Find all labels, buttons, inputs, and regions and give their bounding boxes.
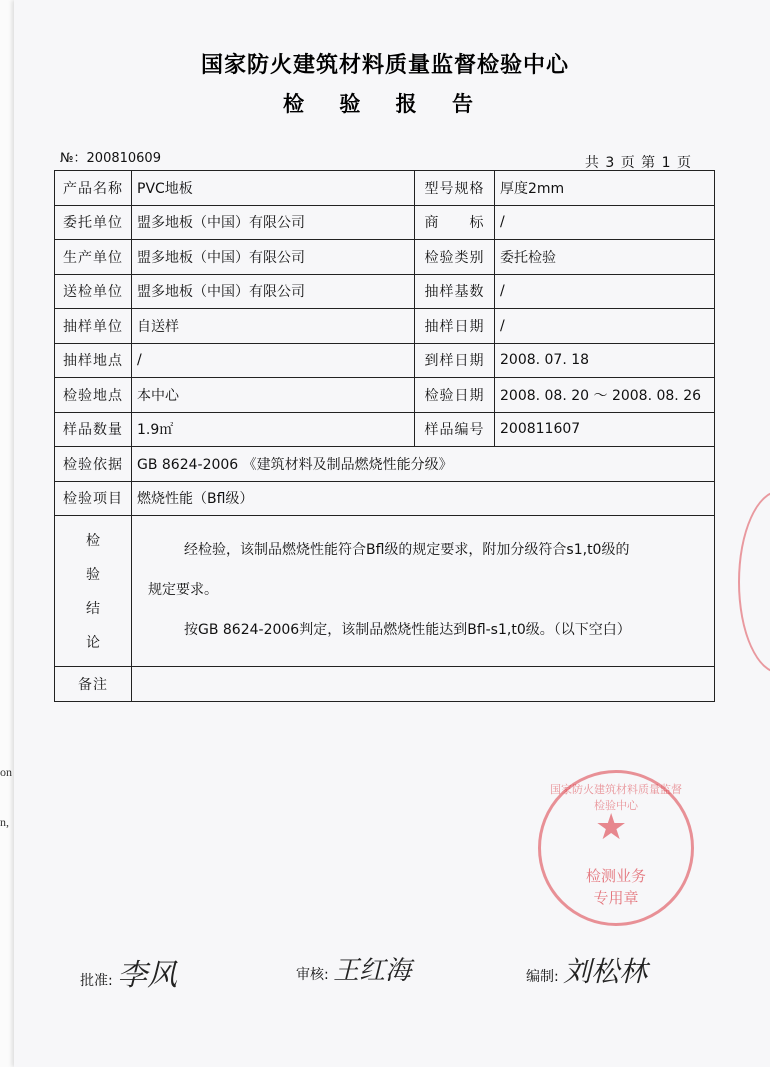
approve-label: 批准:	[80, 973, 113, 989]
label-trademark: 商 标	[415, 205, 495, 240]
margin-fragment: n,	[0, 815, 9, 829]
table-row	[55, 171, 715, 206]
label-inspection-type: 检验类别	[415, 240, 495, 275]
conclusion-label-char: 验	[86, 567, 100, 583]
conclusion-label-char: 检	[86, 533, 100, 549]
label-arrival-date: 到样日期	[415, 343, 495, 378]
seal-arc-text: 国家防火建筑材料质量监督检验中心	[550, 783, 682, 812]
value-sampling-date: /	[495, 309, 715, 344]
value-submitter: 盟多地板（中国）有限公司	[132, 274, 415, 309]
value-test-date: 2008. 08. 20 ～ 2008. 08. 26	[495, 378, 715, 413]
label-test-place: 检验地点	[55, 378, 132, 413]
compile-name: 刘松林	[563, 955, 648, 988]
label-product-name: 产品名称	[55, 171, 132, 206]
table-row	[55, 343, 715, 378]
table-row	[55, 309, 715, 344]
label-sampling-place: 抽样地点	[55, 343, 132, 378]
conclusion-paragraph: 按GB 8624-2006判定，该制品燃烧性能达到Bfl-s1,t0级。（以下空白）	[184, 622, 631, 638]
value-model-spec: 厚度2mm	[495, 171, 715, 206]
value-inspection-type: 委托检验	[495, 240, 715, 275]
conclusion-label-char: 论	[86, 635, 100, 651]
label-remarks: 备注	[55, 667, 132, 702]
margin-fragment: on	[0, 765, 12, 779]
binding-edge	[0, 0, 15, 1067]
label-sample-qty: 样品数量	[55, 412, 132, 447]
table-row-conclusion	[55, 516, 715, 667]
conclusion-paragraph: 经检验，该制品燃烧性能符合Bfl级的规定要求，附加分级符合s1,t0级的	[184, 542, 630, 558]
table-row	[55, 378, 715, 413]
table-row	[55, 481, 715, 516]
value-remarks	[132, 667, 715, 702]
seal-line-2: 专用章	[593, 889, 639, 907]
label-sampling-date: 抽样日期	[415, 309, 495, 344]
table-row	[55, 274, 715, 309]
label-submitter: 送检单位	[55, 274, 132, 309]
label-test-date: 检验日期	[415, 378, 495, 413]
label-conclusion	[55, 516, 132, 667]
label-sample-no: 样品编号	[415, 412, 495, 447]
org-title: 国家防火建筑材料质量监督检验中心	[200, 53, 569, 78]
value-client: 盟多地板（中国）有限公司	[132, 205, 415, 240]
value-manufacturer: 盟多地板（中国）有限公司	[132, 240, 415, 275]
value-sample-base: /	[495, 274, 715, 309]
table-row	[55, 205, 715, 240]
value-trademark: /	[495, 205, 715, 240]
review-name: 王红海	[333, 956, 412, 986]
review-signature	[296, 950, 411, 987]
compile-signature	[526, 950, 647, 990]
label-sampling-unit: 抽样单位	[55, 309, 132, 344]
seal-line-1: 检测业务	[585, 867, 646, 885]
value-sampling-unit: 自送样	[132, 309, 415, 344]
report-table	[54, 170, 715, 702]
star-icon: ★	[595, 807, 628, 848]
report-title: 检 验 报 告	[283, 92, 487, 116]
label-item: 检验项目	[55, 481, 132, 516]
label-sample-base: 抽样基数	[415, 274, 495, 309]
conclusion-paragraph: 规定要求。	[148, 582, 218, 598]
label-model-spec: 型号规格	[415, 171, 495, 206]
table-row	[55, 240, 715, 275]
label-manufacturer: 生产单位	[55, 240, 132, 275]
table-row	[55, 447, 715, 482]
value-sample-no: 200811607	[495, 412, 715, 447]
value-sampling-place: /	[132, 343, 415, 378]
value-arrival-date: 2008. 07. 18	[495, 343, 715, 378]
value-product-name: PVC地板	[132, 171, 415, 206]
page-count: 共 3 页 第 1 页	[584, 155, 692, 171]
inspection-seal	[538, 770, 694, 926]
approve-signature	[80, 950, 177, 994]
value-sample-qty: 1.9㎡	[132, 412, 415, 447]
conclusion-label-char: 结	[86, 601, 100, 617]
compile-label: 编制:	[526, 969, 559, 985]
conclusion-body	[132, 516, 715, 667]
approve-name: 李风	[117, 958, 178, 993]
table-row	[55, 412, 715, 447]
label-basis: 检验依据	[55, 447, 132, 482]
value-item: 燃烧性能（Bfl级）	[132, 481, 715, 516]
value-basis: GB 8624-2006 《建筑材料及制品燃烧性能分级》	[132, 447, 715, 482]
value-test-place: 本中心	[132, 378, 415, 413]
table-row	[55, 667, 715, 702]
review-label: 审核:	[296, 967, 329, 983]
label-client: 委托单位	[55, 205, 132, 240]
report-number: №：200810609	[60, 151, 161, 166]
